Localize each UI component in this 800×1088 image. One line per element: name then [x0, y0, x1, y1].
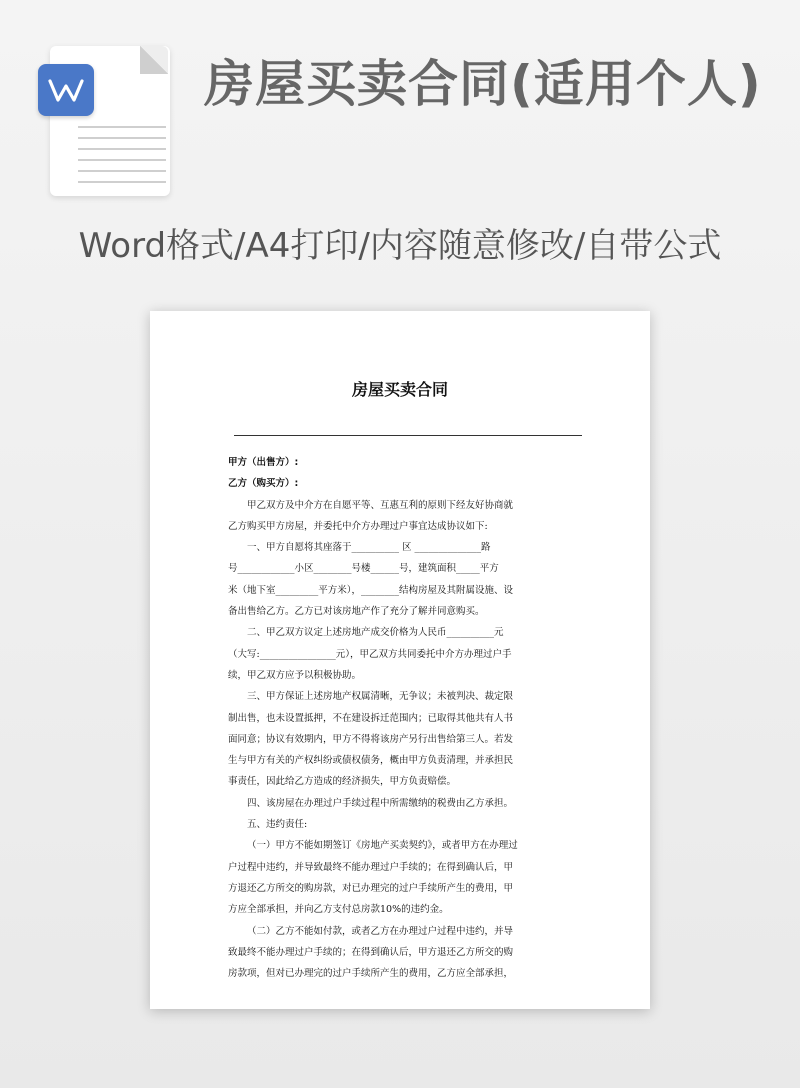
paragraph-line: 备出售给乙方。乙方已对该房地产作了充分了解并同意购买。 [228, 606, 485, 618]
paragraph-line: 户过程中违约，并导致最终不能办理过户手续的；在得到确认后，甲 [228, 861, 514, 873]
word-badge [38, 64, 94, 116]
paragraph-line: 面同意；协议有效期内，甲方不得将该房产另行出售给第三人。若发 [228, 733, 514, 745]
paragraph-line: 甲乙双方及中介方在自愿平等、互惠互利的原则下经友好协商就 [247, 499, 514, 511]
paragraph-line: 方应全部承担，并向乙方支付总房款10%的违约金。 [228, 904, 449, 916]
page-subtitle: Word格式/A4打印/内容随意修改/自带公式 [78, 226, 722, 266]
paragraph-line: 续，甲乙双方应予以积极协助。 [228, 669, 362, 681]
file-fold-corner [140, 46, 168, 74]
paragraph-line: （大写:________________元），甲乙双方共同委托中介方办理过户手 [228, 648, 512, 660]
title-divider [234, 435, 582, 436]
paragraph-line: 乙方购买甲方房屋，并委托中介方办理过户事宜达成协议如下: [228, 520, 488, 532]
paragraph-line: 二、甲乙双方议定上述房地产成交价格为人民币__________元 [247, 627, 504, 639]
party-b-line: 乙方（购买方）: [228, 478, 299, 490]
paragraph-line: 五、违约责任: [247, 819, 308, 831]
paragraph-line: 四、该房屋在办理过户手续过程中所需缴纳的税费由乙方承担。 [247, 797, 514, 809]
paragraph-line: 三、甲方保证上述房地产权属清晰，无争议；未被判决、裁定限 [247, 691, 514, 703]
paragraph-line: 事责任，因此给乙方造成的经济损失，甲方负责赔偿。 [228, 776, 457, 788]
page-title: 房屋买卖合同(适用个人) [204, 55, 762, 113]
paragraph-line: 号____________小区________号楼______号，建筑面积_____平方 [228, 563, 499, 575]
paragraph-line: 生与甲方有关的产权纠纷或债权债务，概由甲方负责清理，并承担民 [228, 755, 514, 767]
document-page [150, 311, 650, 1009]
paragraph-line: 米（地下室_________平方米），________结构房屋及其附属设施、设 [228, 584, 514, 596]
paragraph-line: 方退还乙方所交的购房款，对已办理完的过户手续所产生的费用，甲 [228, 882, 514, 894]
file-text-lines [78, 126, 166, 192]
paragraph-line: 房款项，但对已办理完的过户手续所产生的费用，乙方应全部承担， [228, 968, 514, 980]
document-body [228, 452, 574, 984]
party-a-line: 甲方（出售方）: [228, 457, 299, 468]
paragraph-line: 一、甲方自愿将其座落于__________ 区 ______________路 [247, 542, 491, 554]
document-title: 房屋买卖合同 [351, 380, 448, 399]
paragraph-line: （二）乙方不能如付款，或者乙方在办理过户过程中违约，并导 [247, 925, 514, 937]
w-letter-icon [46, 75, 86, 105]
word-file-icon [38, 46, 172, 198]
paragraph-line: 制出售，也未设置抵押，不在建设拆迁范围内；已取得其他共有人书 [228, 712, 514, 724]
paragraph-line: 致最终不能办理过户手续的；在得到确认后，甲方退还乙方所交的购 [228, 946, 514, 958]
paragraph-line: （一）甲方不能如期签订《房地产买卖契约》，或者甲方在办理过 [247, 840, 518, 852]
